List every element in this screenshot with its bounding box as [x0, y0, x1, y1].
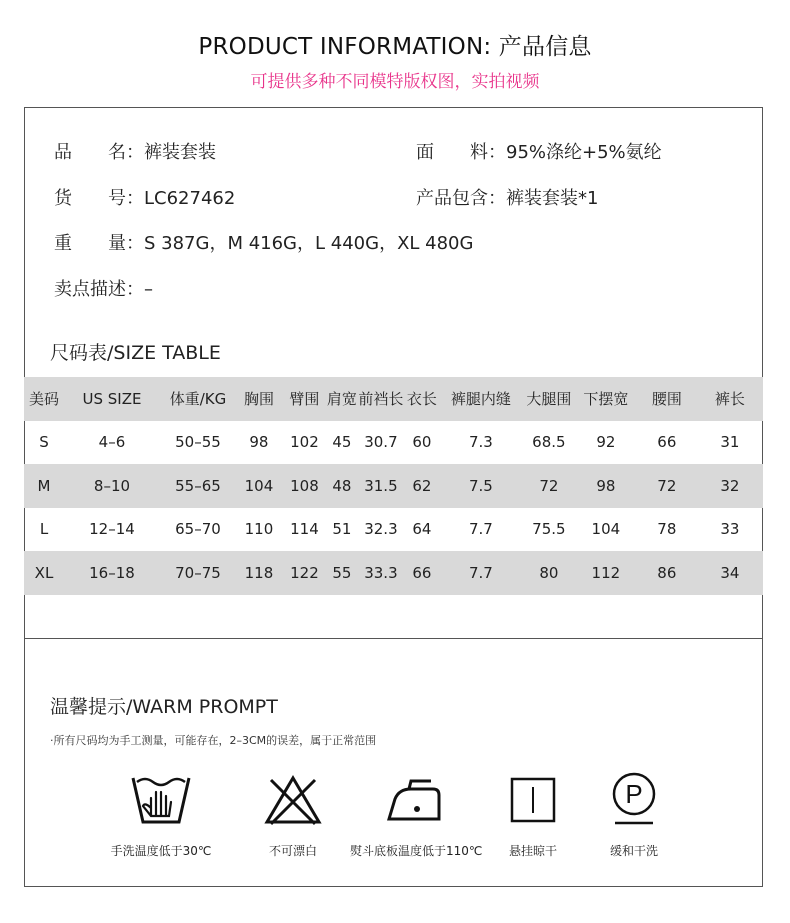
table-cell: 12–14 [89, 520, 135, 539]
table-cell: 75.5 [532, 520, 566, 539]
table-cell: 50–55 [175, 433, 221, 452]
name-label: 品 名： [54, 142, 144, 163]
column-header: 衣长 [406, 390, 437, 409]
table-row [24, 464, 763, 508]
includes-value: 裤装套装*1 [506, 188, 599, 209]
table-cell: 68.5 [532, 433, 566, 452]
weight-value: S 387G，M 416G，L 440G，XL 480G [144, 233, 474, 254]
column-header: 裤长 [714, 390, 745, 409]
column-header: 肩宽 [326, 390, 357, 409]
column-header: 美码 [28, 390, 59, 409]
table-cell: 4–6 [98, 433, 126, 452]
table-cell: 92 [596, 433, 616, 452]
table-cell: 62 [412, 476, 432, 495]
page-subtitle: 可提供多种不同模特版权图，实拍视频 [250, 72, 540, 92]
measurement-note: ·所有尺码均为手工测量，可能存在，2–3CM的误差，属于正常范围 [50, 734, 377, 747]
table-cell: 32.3 [364, 520, 398, 539]
column-header: 前裆长 [358, 390, 404, 409]
iron-icon [350, 770, 480, 830]
care-item-iron [350, 770, 483, 859]
table-cell: 45 [332, 433, 352, 452]
table-cell: 70–75 [175, 563, 221, 582]
selling-value: – [144, 279, 153, 300]
table-cell: 33.3 [364, 563, 398, 582]
table-cell: 55–65 [175, 476, 221, 495]
table-cell: 51 [332, 520, 352, 539]
hand-wash-icon [96, 770, 226, 830]
column-header: 臂围 [289, 390, 320, 409]
section-divider [24, 638, 763, 639]
table-cell: 118 [244, 563, 274, 582]
table-cell: 7.5 [468, 476, 493, 495]
table-cell: 48 [332, 476, 352, 495]
table-cell: 34 [720, 563, 740, 582]
table-cell: 31 [720, 433, 740, 452]
care-item-hand-wash [96, 770, 226, 859]
gentle-dry-clean-icon [569, 770, 699, 830]
table-cell: M [37, 476, 51, 495]
table-cell: 66 [657, 433, 677, 452]
sku-label: 货 号： [54, 188, 144, 209]
page-title: PRODUCT INFORMATION: 产品信息 [198, 34, 592, 60]
table-cell: 114 [290, 520, 319, 539]
care-label: 缓和干洗 [609, 844, 658, 858]
table-cell: 31.5 [364, 476, 398, 495]
table-cell: S [39, 433, 49, 452]
table-cell: 16–18 [89, 563, 135, 582]
care-label: 手洗温度低于30℃ [110, 844, 212, 858]
weight-label: 重 量： [54, 233, 144, 254]
table-cell: 72 [539, 476, 559, 495]
table-cell: 30.7 [364, 433, 398, 452]
column-header: 腰围 [651, 390, 682, 409]
info-name [54, 138, 216, 164]
table-cell: 65–70 [175, 520, 221, 539]
column-header: 下摆宽 [583, 390, 629, 409]
table-header-row [24, 377, 763, 421]
sku-value: LC627462 [144, 188, 236, 209]
column-header: US SIZE [82, 389, 142, 408]
table-cell: 7.7 [468, 563, 493, 582]
table-cell: 33 [720, 520, 740, 539]
table-cell: 112 [591, 563, 621, 582]
table-cell: 55 [332, 563, 352, 582]
table-cell: 110 [244, 520, 274, 539]
table-cell: 102 [290, 433, 319, 452]
info-sku [54, 184, 235, 210]
fabric-label: 面 料： [416, 142, 506, 163]
table-cell: XL [34, 563, 54, 582]
name-value: 裤装套装 [144, 142, 216, 163]
info-fabric [416, 138, 662, 164]
care-label: 熨斗底板温度低于110℃ [350, 844, 483, 858]
table-cell: 122 [290, 563, 319, 582]
table-cell: 32 [720, 476, 740, 495]
table-row [24, 551, 763, 595]
care-item-gentle-dry-clean [569, 770, 699, 859]
table-cell: 78 [657, 520, 677, 539]
table-cell: 80 [539, 563, 559, 582]
column-header: 体重/KG [169, 390, 227, 409]
table-cell: 104 [244, 476, 274, 495]
warm-prompt-title: 温馨提示/WARM PROMPT [50, 696, 278, 718]
selling-label: 卖点描述： [54, 279, 144, 300]
table-cell: 66 [412, 563, 432, 582]
size-table [24, 377, 763, 595]
table-cell: 108 [290, 476, 319, 495]
table-cell: 72 [657, 476, 677, 495]
table-row [24, 421, 763, 465]
info-includes [416, 184, 598, 210]
fabric-value: 95%涤纶+5%氨纶 [506, 142, 662, 163]
table-cell: 98 [249, 433, 269, 452]
table-cell: 60 [412, 433, 432, 452]
table-cell: 7.7 [468, 520, 493, 539]
column-header: 裤腿内缝 [450, 390, 511, 409]
table-cell: 98 [596, 476, 616, 495]
table-cell: 8–10 [93, 476, 131, 495]
table-row [24, 508, 763, 552]
svg-text:P: P [625, 779, 643, 809]
care-item-no-bleach [228, 770, 358, 859]
table-cell: L [39, 520, 49, 539]
includes-label: 产品包含： [416, 188, 506, 209]
no-bleach-icon [228, 770, 358, 830]
column-header: 大腿围 [526, 390, 572, 409]
care-label: 悬挂晾干 [508, 844, 557, 858]
table-cell: 7.3 [468, 433, 493, 452]
table-cell: 64 [412, 520, 432, 539]
table-cell: 104 [591, 520, 621, 539]
size-table-title: 尺码表/SIZE TABLE [50, 342, 221, 364]
care-label: 不可漂白 [268, 844, 317, 858]
table-cell: 86 [657, 563, 677, 582]
info-selling-points [54, 275, 153, 301]
column-header: 胸围 [243, 390, 274, 409]
info-weight [54, 229, 473, 255]
